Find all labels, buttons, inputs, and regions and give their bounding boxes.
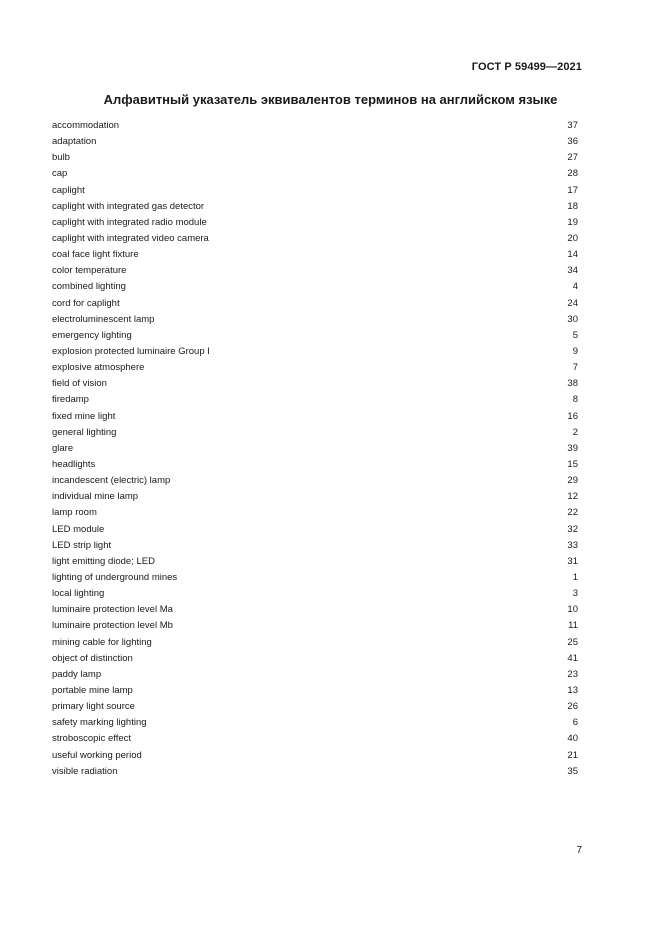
- index-entry: [52, 522, 578, 538]
- index-term: headlights: [52, 459, 96, 471]
- index-term: light emitting diode; LED: [52, 555, 155, 567]
- index-entry: [52, 635, 578, 651]
- index-term: caplight: [52, 184, 85, 196]
- index-entry: [52, 231, 578, 247]
- index-term-number: 21: [567, 749, 578, 761]
- index-term-number: 15: [567, 459, 578, 471]
- index-term: luminaire protection level Mb: [52, 620, 173, 632]
- index-term: emergency lighting: [52, 329, 132, 341]
- index-term: stroboscopic effect: [52, 733, 132, 745]
- index-term: caplight with integrated video camera: [52, 233, 209, 245]
- index-term-number: 30: [567, 313, 578, 325]
- index-entry: [52, 166, 578, 182]
- page-number: 7: [576, 845, 582, 856]
- index-entry: [52, 425, 578, 441]
- index-term-number: 4: [572, 281, 578, 293]
- index-entry: [52, 586, 578, 602]
- index-entry: [52, 602, 578, 618]
- index-term: lamp room: [52, 507, 97, 519]
- index-term-number: 38: [567, 378, 578, 390]
- index-term: mining cable for lighting: [52, 636, 152, 648]
- index-term: accommodation: [52, 120, 120, 132]
- index-term-number: 25: [567, 636, 578, 648]
- index-entry: [52, 118, 578, 134]
- index-entry: [52, 296, 578, 312]
- index-term-number: 40: [567, 733, 578, 745]
- index-term-number: 31: [567, 555, 578, 567]
- index-term: field of vision: [52, 378, 107, 390]
- index-term: explosive atmosphere: [52, 362, 145, 374]
- index-entry: [52, 764, 578, 780]
- index-entry: [52, 570, 578, 586]
- index-entry: [52, 683, 578, 699]
- index-term-number: 39: [567, 442, 578, 454]
- index-term-number: 7: [572, 362, 578, 374]
- document-code: ГОСТ Р 59499—2021: [471, 61, 582, 73]
- index-entry: [52, 199, 578, 215]
- index-term: explosion protected luminaire Group I: [52, 346, 210, 358]
- index-entry: [52, 731, 578, 747]
- index-entry: [52, 441, 578, 457]
- index-entry: [52, 699, 578, 715]
- index-term-number: 34: [567, 265, 578, 277]
- index-term-number: 37: [567, 120, 578, 132]
- index-term-number: 35: [567, 765, 578, 777]
- index-entry: [52, 392, 578, 408]
- index-term-number: 11: [568, 620, 578, 632]
- index-term-number: 17: [567, 184, 578, 196]
- index-term: useful working period: [52, 749, 142, 761]
- index-term-number: 8: [572, 394, 578, 406]
- index-entry: [52, 473, 578, 489]
- index-term-number: 29: [567, 475, 578, 487]
- index-term-number: 2: [572, 426, 578, 438]
- index-term-number: 41: [567, 652, 578, 664]
- index-term: portable mine lamp: [52, 684, 133, 696]
- index-entry: [52, 747, 578, 763]
- index-entry: [52, 651, 578, 667]
- index-term: cord for caplight: [52, 297, 120, 309]
- index-term: color temperature: [52, 265, 127, 277]
- index-term-number: 22: [567, 507, 578, 519]
- index-term: local lighting: [52, 588, 105, 600]
- index-entry: [52, 215, 578, 231]
- index-term: safety marking lighting: [52, 717, 147, 729]
- index-term-number: 23: [567, 668, 578, 680]
- index-term: firedamp: [52, 394, 89, 406]
- index-term: caplight with integrated gas detector: [52, 200, 205, 212]
- index-term: primary light source: [52, 701, 135, 713]
- index-entry: [52, 247, 578, 263]
- index-entry: [52, 183, 578, 199]
- index-term: lighting of underground mines: [52, 572, 178, 583]
- index-entry: [52, 538, 578, 554]
- index-term: bulb: [52, 152, 70, 164]
- index-term-number: 6: [572, 717, 578, 729]
- index-term-number: 24: [567, 297, 578, 309]
- index-entry: [52, 328, 578, 344]
- index-term-number: 3: [572, 588, 578, 600]
- term-index-list: [52, 118, 578, 780]
- index-entry: [52, 312, 578, 328]
- index-term: general lighting: [52, 426, 117, 438]
- index-entry: [52, 134, 578, 150]
- index-term: LED module: [52, 523, 105, 535]
- index-term-number: 36: [567, 136, 578, 148]
- index-term-number: 9: [572, 346, 578, 358]
- index-entry: [52, 150, 578, 166]
- index-entry: [52, 554, 578, 570]
- index-term: caplight with integrated radio module: [52, 216, 207, 228]
- index-term-number: 33: [567, 539, 578, 551]
- index-term: cap: [52, 168, 68, 180]
- index-term: glare: [52, 442, 74, 454]
- index-term-number: 26: [567, 701, 578, 713]
- index-entry: [52, 667, 578, 683]
- index-term: fixed mine light: [52, 410, 116, 422]
- index-entry: [52, 489, 578, 505]
- index-entry: [52, 409, 578, 425]
- index-entry: [52, 376, 578, 392]
- page-title: Алфавитный указатель эквивалентов терминов на английском языке: [103, 92, 558, 107]
- index-term: paddy lamp: [52, 668, 102, 680]
- index-term-number: 19: [567, 216, 578, 228]
- index-term-number: 27: [567, 152, 578, 164]
- index-entry: [52, 263, 578, 279]
- index-entry: [52, 715, 578, 731]
- index-entry: [52, 360, 578, 376]
- index-entry: [52, 505, 578, 521]
- index-term-number: 5: [572, 329, 578, 341]
- index-term: coal face light fixture: [52, 249, 139, 261]
- index-term-number: 12: [567, 491, 578, 503]
- index-term: incandescent (electric) lamp: [52, 475, 171, 487]
- index-term: visible radiation: [52, 765, 118, 777]
- index-term-number: 18: [567, 200, 578, 212]
- index-term: electroluminescent lamp: [52, 313, 155, 325]
- index-entry: [52, 279, 578, 295]
- index-term: individual mine lamp: [52, 491, 139, 503]
- index-entry: [52, 457, 578, 473]
- index-term-number: 14: [567, 249, 578, 261]
- index-term: LED strip light: [52, 539, 112, 551]
- index-term-number: 28: [567, 168, 578, 180]
- index-entry: [52, 344, 578, 360]
- index-term: luminaire protection level Ma: [52, 604, 173, 616]
- index-term: adaptation: [52, 136, 97, 148]
- index-entry: [52, 618, 578, 634]
- index-term-number: 20: [567, 233, 578, 245]
- index-term-number: 1: [572, 572, 578, 583]
- index-term-number: 32: [567, 523, 578, 535]
- index-term: object of distinction: [52, 652, 133, 664]
- index-term-number: 16: [567, 410, 578, 422]
- index-term-number: 10: [567, 604, 578, 616]
- index-term-number: 13: [567, 684, 578, 696]
- index-term: combined lighting: [52, 281, 126, 293]
